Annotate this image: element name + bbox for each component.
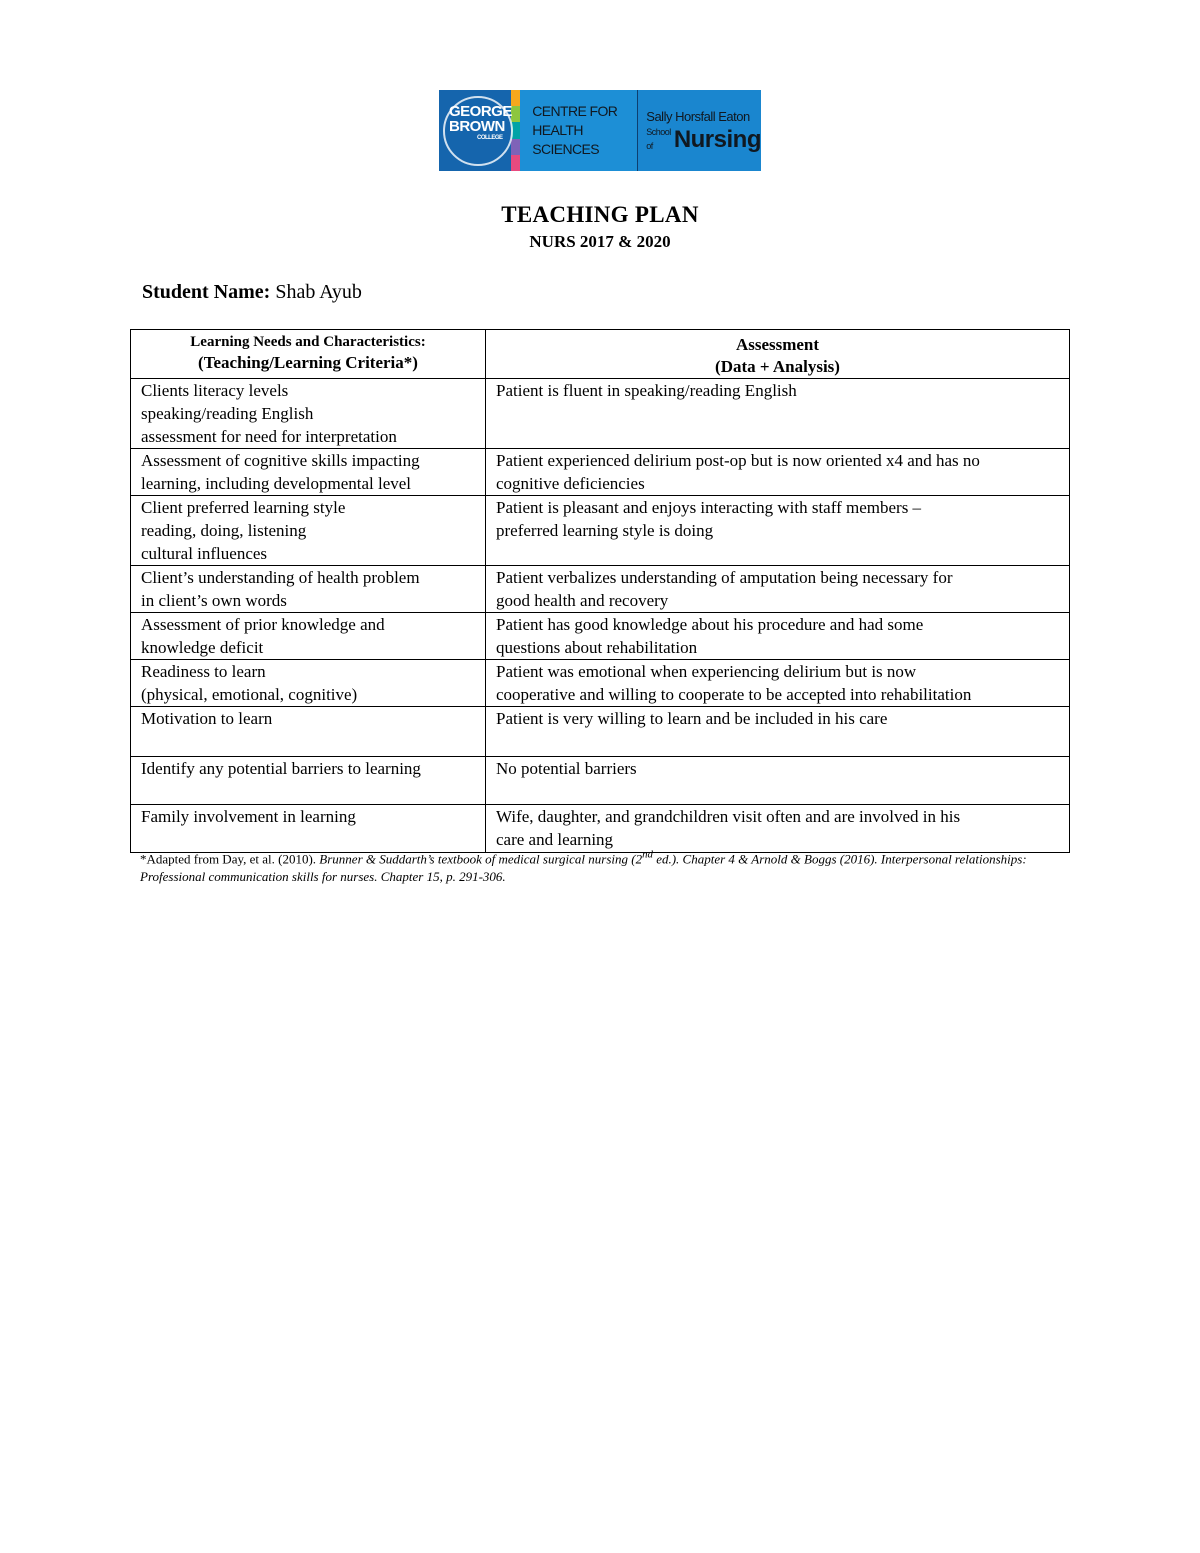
learning-need-cell bbox=[131, 449, 486, 496]
learning-need-cell bbox=[131, 660, 486, 707]
learning-need-cell bbox=[131, 707, 486, 757]
table-row bbox=[131, 707, 1070, 757]
assessment-cell bbox=[486, 449, 1070, 496]
header-learning-needs bbox=[131, 330, 486, 379]
assessment-text: preferred learning style is doing bbox=[496, 521, 714, 540]
learning-need-text: Assessment of prior knowledge and bbox=[141, 615, 385, 634]
table-body bbox=[131, 379, 1070, 853]
assessment-text: Patient was emotional when experiencing delirium but is now bbox=[496, 662, 917, 681]
learning-need-text: Clients literacy levels bbox=[141, 381, 289, 400]
learning-need-text: speaking/reading English bbox=[141, 404, 314, 423]
table-row bbox=[131, 613, 1070, 660]
table-row bbox=[131, 757, 1070, 805]
header-left-line-1: Learning Needs and Characteristics: bbox=[190, 334, 426, 350]
centre-line-2: HEALTH SCIENCES bbox=[532, 122, 600, 157]
footnote-citation-rest: ed.). Chapter 4 & Arnold & Boggs (2016). Interpersonal relationships: Professional communication skills for nurses. Chapter 15, p. 291-306. bbox=[140, 851, 1027, 885]
learning-need-text: cultural influences bbox=[141, 544, 268, 563]
learning-need-cell bbox=[131, 757, 486, 805]
footnote bbox=[140, 846, 1040, 886]
teaching-plan-table bbox=[130, 329, 1070, 853]
school-line-1: Sally Horsfall Eaton bbox=[646, 108, 750, 124]
learning-need-text: Motivation to learn bbox=[141, 709, 273, 728]
assessment-cell bbox=[486, 566, 1070, 613]
header-left-line-2: (Teaching/Learning Criteria*) bbox=[198, 353, 418, 372]
learning-need-text: Identify any potential barriers to learning bbox=[141, 759, 421, 778]
header-right-line-2: (Data + Analysis) bbox=[715, 357, 840, 376]
student-name-value: Shab Ayub bbox=[275, 281, 362, 303]
header-right-line-1: Assessment bbox=[735, 335, 820, 354]
assessment-text: Patient verbalizes understanding of amputation being necessary for bbox=[496, 568, 953, 587]
centre-line-1: CENTRE FOR bbox=[532, 103, 618, 119]
learning-need-text: knowledge deficit bbox=[141, 638, 264, 657]
assessment-text: No potential barriers bbox=[496, 759, 637, 778]
emblem-text bbox=[449, 104, 513, 142]
george-brown-emblem bbox=[439, 90, 511, 171]
assessment-text: Patient experienced delirium post-op but is now oriented x4 and has no bbox=[496, 451, 980, 470]
assessment-cell bbox=[486, 613, 1070, 660]
assessment-text: Patient has good knowledge about his procedure and had some bbox=[496, 615, 924, 634]
stripe-5 bbox=[511, 155, 520, 171]
school-line-2: School of bbox=[646, 126, 671, 151]
assessment-text: Wife, daughter, and grandchildren visit often and are involved in his bbox=[496, 807, 961, 826]
assessment-text: cognitive deficiencies bbox=[496, 474, 645, 493]
learning-need-text: in client’s own words bbox=[141, 591, 287, 610]
learning-need-text: assessment for need for interpretation bbox=[141, 427, 397, 446]
table-row bbox=[131, 496, 1070, 566]
learning-need-cell bbox=[131, 379, 486, 449]
assessment-text: good health and recovery bbox=[496, 591, 669, 610]
assessment-cell bbox=[486, 660, 1070, 707]
emblem-line-2: BROWN bbox=[449, 118, 505, 135]
emblem-line-3: COLLEGE bbox=[477, 135, 503, 141]
assessment-text: Patient is fluent in speaking/reading English bbox=[496, 381, 797, 400]
assessment-cell bbox=[486, 379, 1070, 449]
learning-need-text: Assessment of cognitive skills impacting bbox=[141, 451, 420, 470]
student-name-label: Student Name: bbox=[142, 281, 271, 303]
header-assessment bbox=[486, 330, 1070, 379]
learning-need-text: Readiness to learn bbox=[141, 662, 266, 681]
student-name bbox=[142, 281, 362, 304]
page-title: TEACHING PLAN bbox=[501, 202, 699, 227]
table-row bbox=[131, 660, 1070, 707]
learning-need-text: learning, including developmental level bbox=[141, 474, 412, 493]
school-of-nursing bbox=[638, 90, 761, 171]
assessment-cell bbox=[486, 707, 1070, 757]
learning-need-text: (physical, emotional, cognitive) bbox=[141, 685, 358, 704]
emblem-line-1: GEORGE bbox=[449, 103, 512, 120]
school-line-3: Nursing bbox=[673, 125, 761, 153]
learning-need-text: Client’s understanding of health problem bbox=[141, 568, 420, 587]
table-row bbox=[131, 566, 1070, 613]
learning-need-cell bbox=[131, 496, 486, 566]
footnote-superscript: nd bbox=[642, 849, 653, 861]
assessment-text: Patient is pleasant and enjoys interacting with staff members – bbox=[496, 498, 922, 517]
assessment-text: questions about rehabilitation bbox=[496, 638, 698, 657]
learning-need-text: reading, doing, listening bbox=[141, 521, 307, 540]
learning-need-cell bbox=[131, 613, 486, 660]
assessment-cell bbox=[486, 496, 1070, 566]
college-logo bbox=[439, 90, 761, 171]
table-row bbox=[131, 449, 1070, 496]
learning-need-text: Client preferred learning style bbox=[141, 498, 346, 517]
centre-for-health-sciences bbox=[520, 90, 636, 171]
assessment-text: Patient is very willing to learn and be included in his care bbox=[496, 709, 888, 728]
page-subtitle: NURS 2017 & 2020 bbox=[529, 232, 671, 251]
footnote-citation-start: *Adapted from Day, et al. (2010). bbox=[140, 851, 320, 867]
assessment-text: cooperative and willing to cooperate to be accepted into rehabilitation bbox=[496, 685, 972, 704]
assessment-text: care and learning bbox=[496, 830, 614, 849]
table-header-row bbox=[131, 330, 1070, 379]
learning-need-text: Family involvement in learning bbox=[141, 807, 356, 826]
table-row bbox=[131, 379, 1070, 449]
footnote-citation-title: Brunner & Suddarth’s textbook of medical surgical nursing (2 bbox=[319, 851, 643, 867]
assessment-cell bbox=[486, 757, 1070, 805]
learning-need-cell bbox=[131, 566, 486, 613]
